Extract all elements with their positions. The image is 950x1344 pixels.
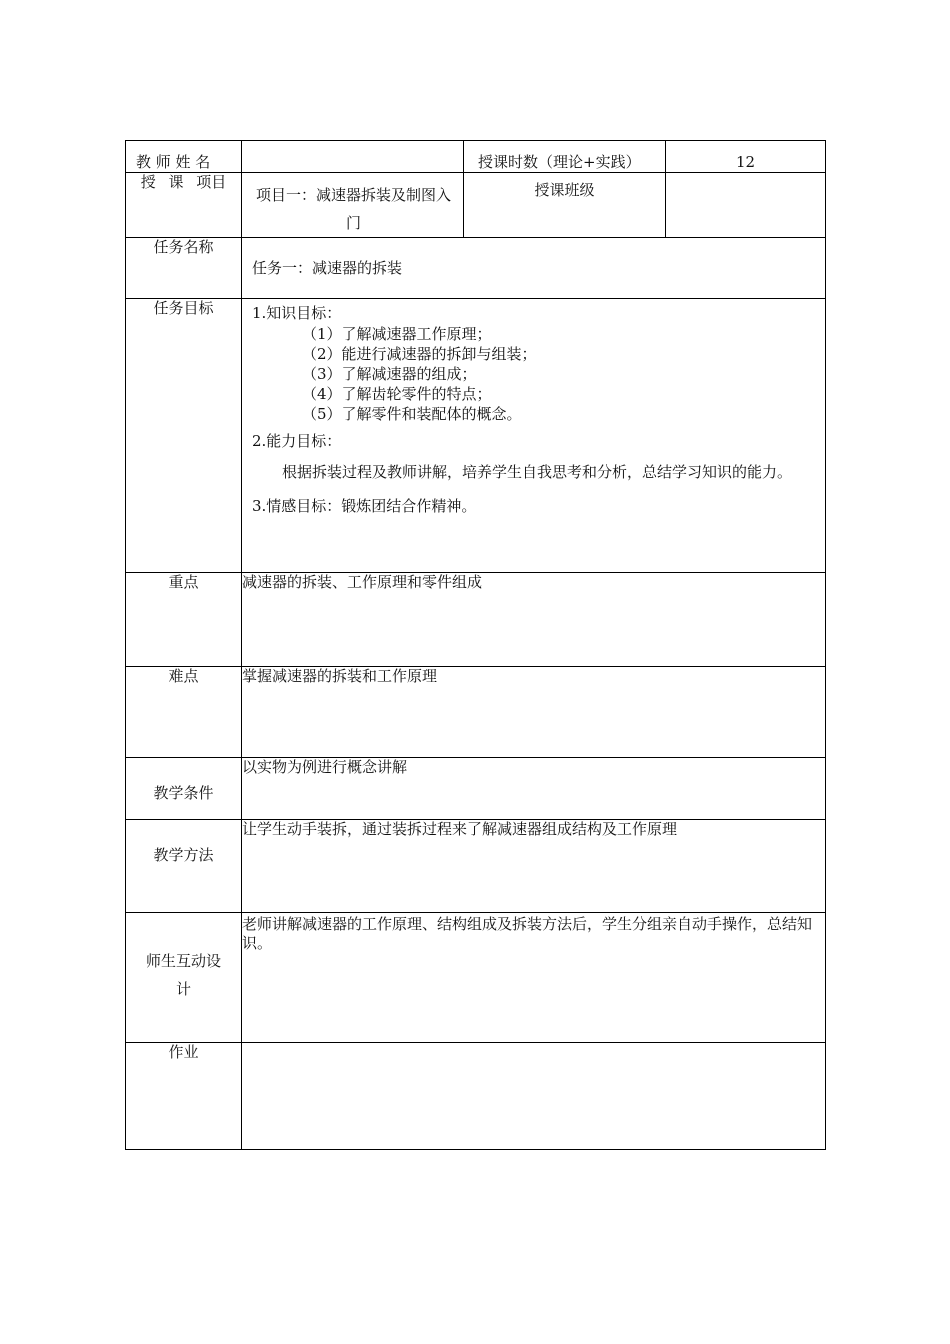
project-value-text: 项目一：减速器拆装及制图入门 (255, 186, 451, 232)
row-task-name (126, 238, 826, 299)
row-objectives (126, 299, 826, 573)
row-interaction (126, 913, 826, 1043)
conditions-content: 以实物为例进行概念讲解 (242, 758, 826, 820)
project-value (242, 173, 464, 238)
teaching-hours-label: 授课时数（理论+实践） (464, 141, 666, 173)
interaction-label: 师生互动设计 (126, 913, 242, 1043)
task-name-label: 任务名称 (126, 238, 242, 299)
knowledge-item: （3）了解减速器的组成； (302, 365, 477, 383)
teacher-name-value (242, 141, 464, 173)
conditions-label: 教学条件 (126, 758, 242, 820)
row-difficulties (126, 667, 826, 758)
teaching-hours-value: 12 (666, 141, 826, 173)
knowledge-item: （1）了解减速器工作原理； (302, 325, 492, 343)
knowledge-objective-title: 1.知识目标： (252, 304, 342, 322)
difficulties-content: 掌握减速器的拆装和工作原理 (242, 667, 826, 758)
class-label: 授课班级 (464, 173, 666, 238)
row-methods (126, 820, 826, 913)
objectives-content (242, 299, 826, 573)
lesson-plan-table (125, 140, 826, 1150)
teacher-name-label: 教 师 姓 名 (126, 141, 242, 173)
row-conditions (126, 758, 826, 820)
key-points-label: 重点 (126, 573, 242, 667)
header-row-teacher (126, 141, 826, 173)
row-homework (126, 1043, 826, 1150)
knowledge-item: （5）了解零件和装配体的概念。 (302, 405, 522, 423)
project-label: 授 课 项目 (126, 173, 242, 238)
emotion-objective-text: 3.情感目标：锻炼团结合作精神。 (252, 497, 477, 515)
homework-content (242, 1043, 826, 1150)
homework-label: 作业 (126, 1043, 242, 1150)
class-value (666, 173, 826, 238)
task-name-content: 任务一：减速器的拆装 (242, 238, 826, 299)
knowledge-item: （4）了解齿轮零件的特点； (302, 385, 492, 403)
ability-objective-title: 2.能力目标： (252, 432, 342, 450)
difficulties-label: 难点 (126, 667, 242, 758)
ability-objective-text: 根据拆装过程及教师讲解，培养学生自我思考和分析，总结学习知识的能力。 (282, 463, 793, 481)
row-key-points (126, 573, 826, 667)
header-row-project (126, 173, 826, 238)
methods-label: 教学方法 (126, 820, 242, 913)
knowledge-item: （2）能进行减速器的拆卸与组装； (302, 345, 537, 363)
key-points-content: 减速器的拆装、工作原理和零件组成 (242, 573, 826, 667)
objectives-label: 任务目标 (126, 299, 242, 573)
interaction-content: 老师讲解减速器的工作原理、结构组成及拆装方法后，学生分组亲自动手操作，总结知识。 (242, 913, 826, 1043)
methods-content: 让学生动手装拆，通过装拆过程来了解减速器组成结构及工作原理 (242, 820, 826, 913)
